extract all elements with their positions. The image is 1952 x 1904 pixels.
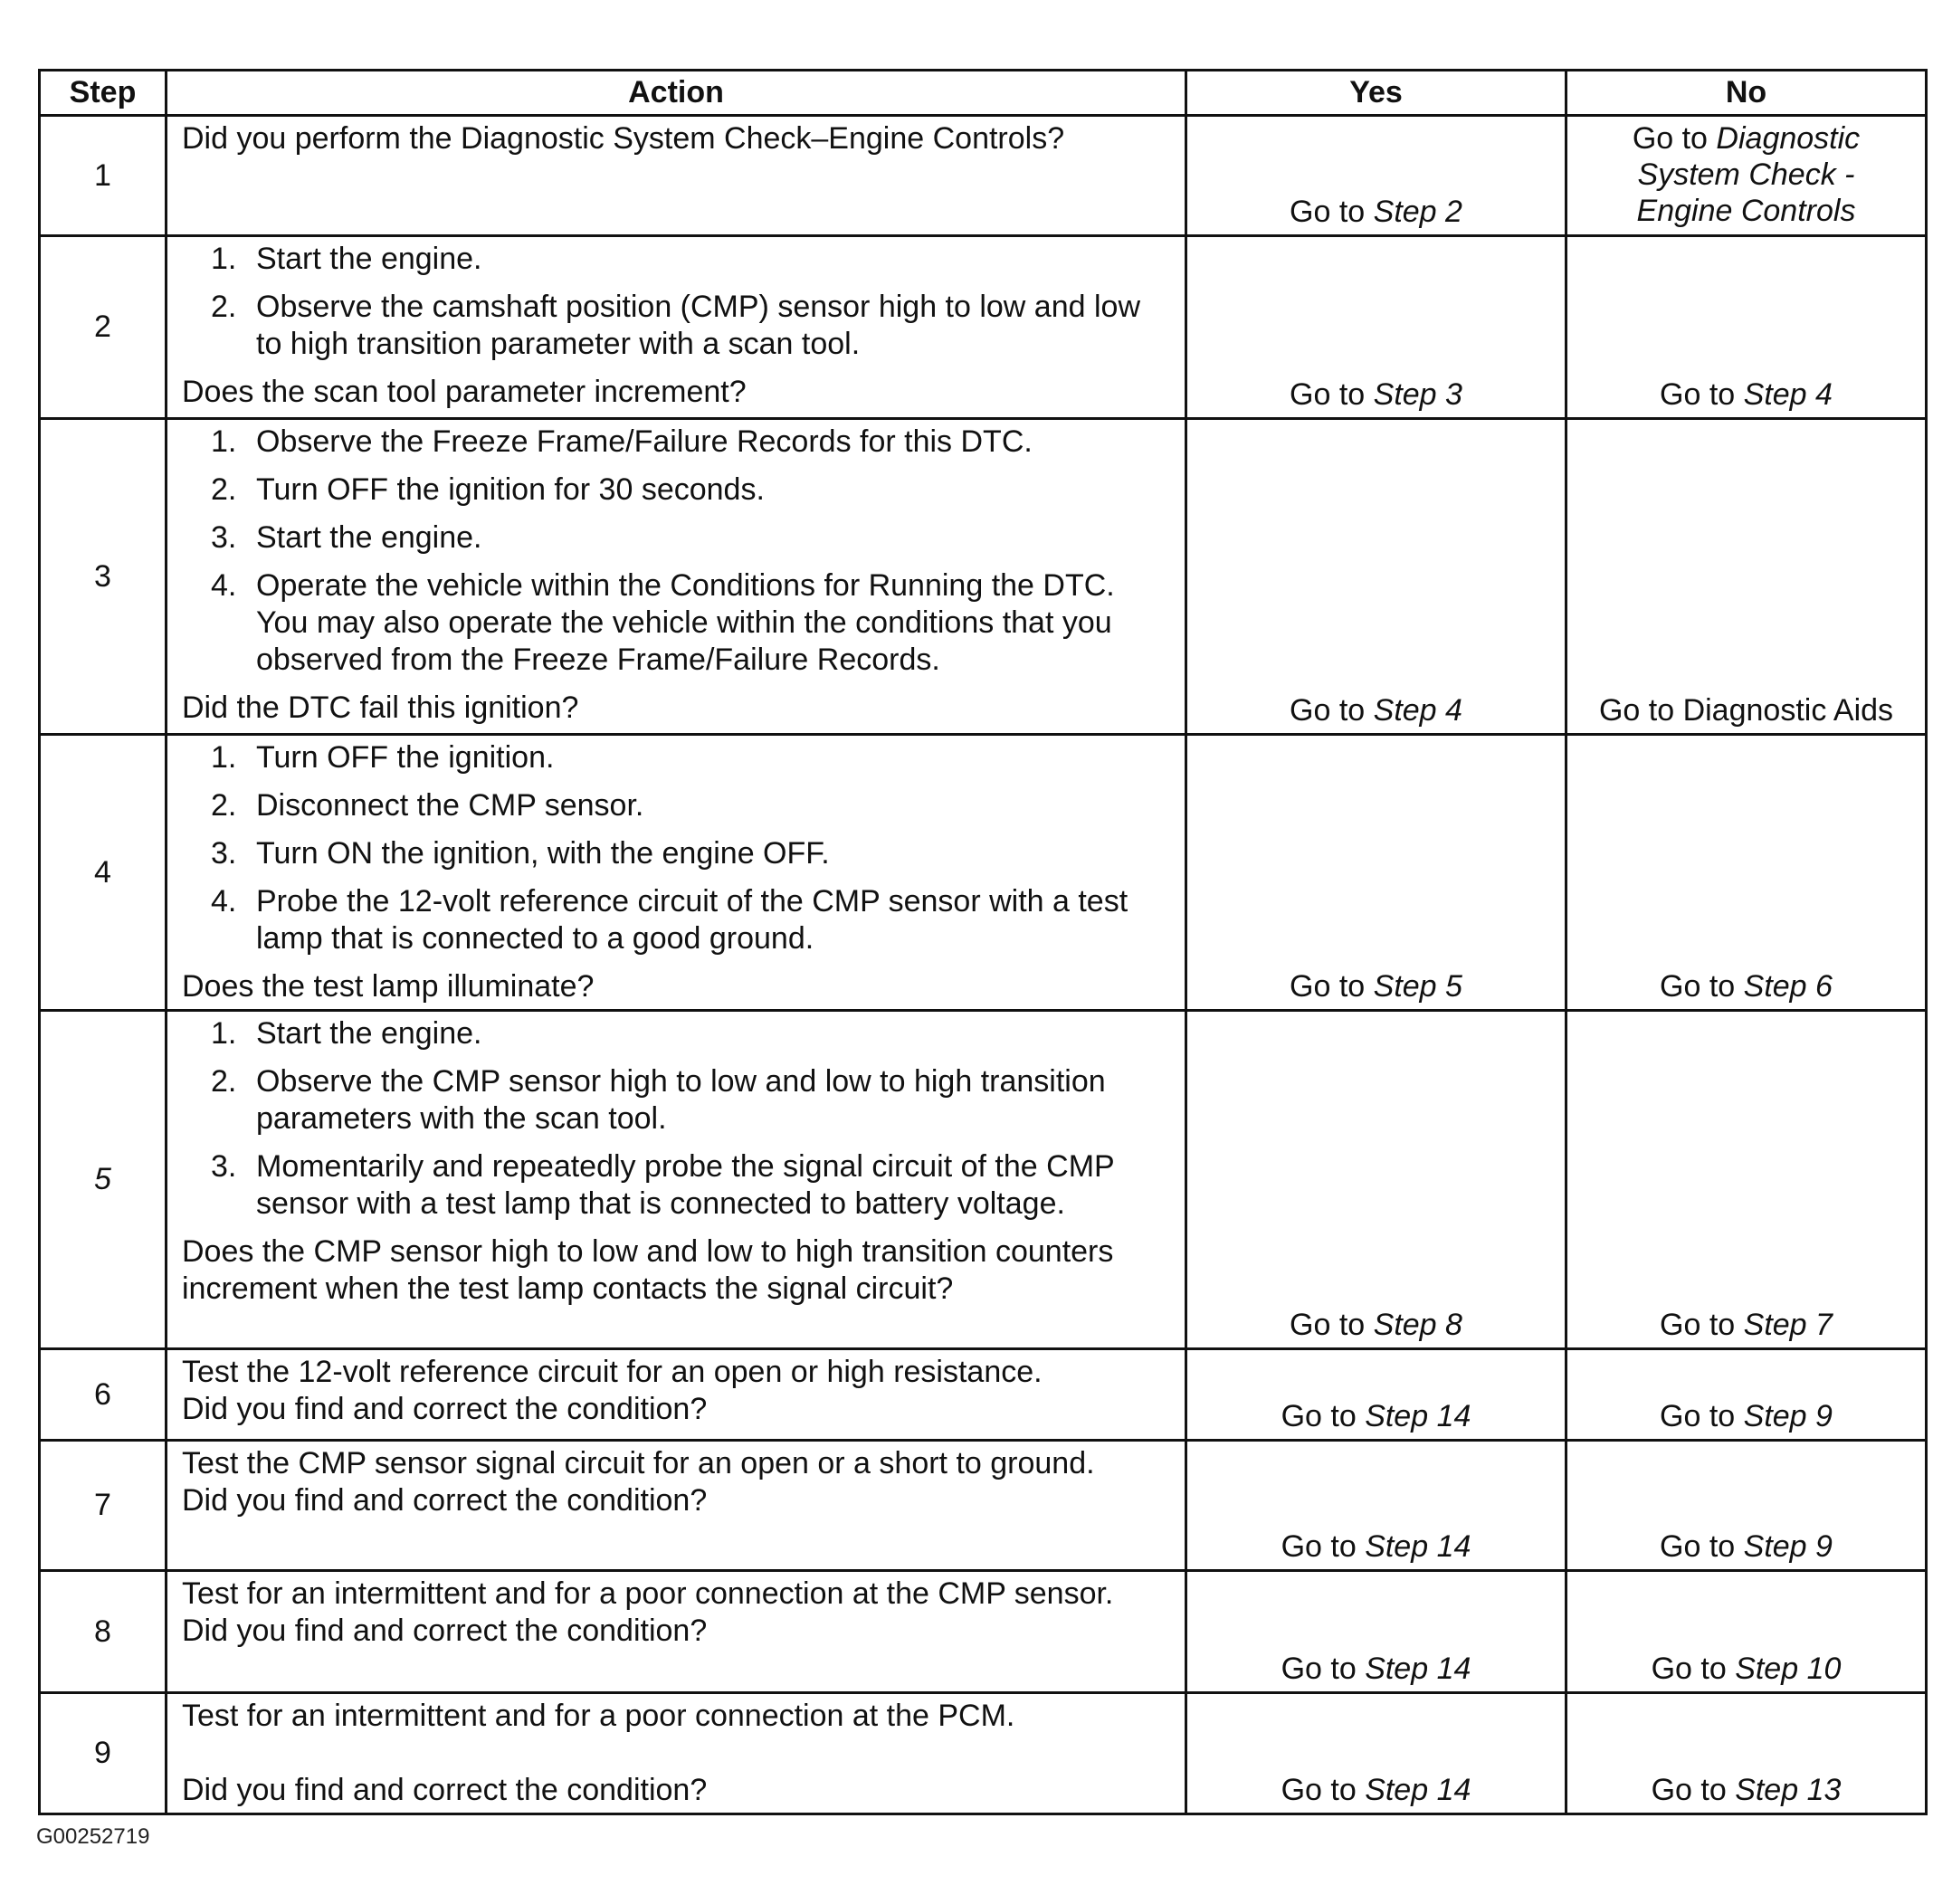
- yes-step-link: Step 5: [1373, 969, 1462, 1004]
- yes-prefix: Go to: [1290, 195, 1374, 229]
- action-step-number: 2.: [211, 472, 237, 507]
- action-cell: [167, 419, 1186, 735]
- action-question: Did the DTC fail this ignition?: [182, 690, 579, 725]
- yes-step-link: Step 4: [1373, 693, 1462, 728]
- no-cell: [1566, 1571, 1927, 1693]
- no-cell: [1566, 1011, 1927, 1349]
- action-cell: [167, 116, 1186, 236]
- action-cell: [167, 1011, 1186, 1349]
- action-statement: Test the 12-volt reference circuit for an open or high resistance.: [182, 1355, 1043, 1389]
- no-cell: [1566, 1693, 1927, 1814]
- step-number: 8: [40, 1571, 167, 1693]
- step-number: 4: [40, 735, 167, 1011]
- yes-cell: [1186, 1571, 1566, 1693]
- no-cell: [1566, 116, 1927, 236]
- no-cell: [1566, 735, 1927, 1011]
- table-row: [40, 1571, 1927, 1693]
- yes-cell: [1186, 1011, 1566, 1349]
- action-step-item: [182, 519, 1172, 557]
- yes-cell: [1186, 236, 1566, 419]
- no-prefix: Go to: [1651, 1773, 1736, 1807]
- action-step-item: [182, 424, 1172, 461]
- action-steps-list: [182, 1015, 1172, 1223]
- table-body: [40, 116, 1927, 1814]
- action-cell: [167, 1571, 1186, 1693]
- no-link-text: System Check -: [1637, 157, 1855, 192]
- table-row: [40, 1349, 1927, 1441]
- no-step-link: Step 7: [1743, 1308, 1833, 1342]
- action-step-text: Start the engine.: [256, 1016, 482, 1051]
- no-link-text: Engine Controls: [1636, 194, 1856, 228]
- action-step-text: Turn OFF the ignition for 30 seconds.: [256, 472, 765, 507]
- table-row: [40, 419, 1927, 735]
- action-step-number: 3.: [211, 836, 237, 871]
- action-cell: [167, 1693, 1186, 1814]
- action-step-text: Start the engine.: [256, 520, 482, 555]
- action-question: Did you find and correct the condition?: [182, 1483, 708, 1518]
- action-step-item: [182, 567, 1172, 679]
- action-step-number: 4.: [211, 568, 237, 603]
- action-question: Does the test lamp illuminate?: [182, 969, 595, 1004]
- no-step-link: Step 10: [1735, 1652, 1842, 1686]
- action-question: Does the CMP sensor high to low and low to high transition counters increment when the test lamp contacts the signal circuit?: [182, 1234, 1114, 1306]
- action-step-item: [182, 1015, 1172, 1052]
- figure-code: G00252719: [36, 1824, 150, 1849]
- no-prefix: Go to: [1660, 1529, 1744, 1564]
- yes-cell: [1186, 116, 1566, 236]
- action-step-number: 4.: [211, 884, 237, 919]
- step-number: 2: [40, 236, 167, 419]
- yes-step-link: Step 14: [1365, 1399, 1471, 1433]
- action-step-item: [182, 739, 1172, 776]
- no-cell: [1566, 1441, 1927, 1571]
- table-row: [40, 236, 1927, 419]
- no-step-link: Step 9: [1743, 1399, 1833, 1433]
- action-step-number: 1.: [211, 740, 237, 775]
- step-number: 5: [40, 1011, 167, 1349]
- action-cell: [167, 1349, 1186, 1441]
- action-step-text: Start the engine.: [256, 242, 482, 276]
- no-prefix: Go to: [1660, 969, 1744, 1004]
- yes-step-link: Step 2: [1373, 195, 1462, 229]
- no-prefix: Go to Diagnostic Aids: [1598, 693, 1894, 728]
- no-prefix: Go to: [1660, 1399, 1744, 1433]
- action-steps-list: [182, 739, 1172, 957]
- action-steps-list: [182, 424, 1172, 679]
- no-link-text: Diagnostic: [1716, 121, 1861, 156]
- yes-cell: [1186, 1349, 1566, 1441]
- table-header-row: [40, 71, 1927, 116]
- yes-prefix: Go to: [1281, 1652, 1366, 1686]
- action-step-number: 1.: [211, 424, 237, 459]
- action-step-text: Observe the CMP sensor high to low and low to high transition parameters with the scan tool.: [256, 1064, 1106, 1136]
- no-step-link: Step 9: [1743, 1529, 1833, 1564]
- action-step-item: [182, 787, 1172, 824]
- yes-prefix: Go to: [1290, 1308, 1374, 1342]
- yes-cell: [1186, 1693, 1566, 1814]
- action-step-item: [182, 471, 1172, 509]
- yes-step-link: Step 14: [1365, 1652, 1471, 1686]
- action-question: Did you find and correct the condition?: [182, 1773, 708, 1807]
- action-statement: Test the CMP sensor signal circuit for an open or a short to ground.: [182, 1446, 1095, 1480]
- action-step-number: 1.: [211, 242, 237, 276]
- no-cell: [1566, 419, 1927, 735]
- yes-cell: [1186, 419, 1566, 735]
- action-step-text: Observe the camshaft position (CMP) sensor high to low and low to high transition parameter with a scan tool.: [256, 290, 1141, 361]
- step-number: 1: [40, 116, 167, 236]
- action-steps-list: [182, 241, 1172, 363]
- action-step-number: 2.: [211, 290, 237, 324]
- yes-cell: [1186, 735, 1566, 1011]
- step-number: 6: [40, 1349, 167, 1441]
- step-number: 9: [40, 1693, 167, 1814]
- table-row: [40, 735, 1927, 1011]
- yes-step-link: Step 3: [1373, 377, 1462, 412]
- action-step-text: Observe the Freeze Frame/Failure Records for this DTC.: [256, 424, 1033, 459]
- yes-prefix: Go to: [1281, 1399, 1366, 1433]
- action-step-item: [182, 835, 1172, 872]
- action-question: Did you find and correct the condition?: [182, 1392, 708, 1426]
- no-prefix: Go to: [1651, 1652, 1736, 1686]
- table-row: [40, 1011, 1927, 1349]
- header-step: Step: [40, 71, 167, 116]
- action-step-number: 3.: [211, 1149, 237, 1184]
- yes-prefix: Go to: [1290, 377, 1374, 412]
- diagnostic-table: [38, 69, 1928, 1815]
- action-statement: Test for an intermittent and for a poor connection at the PCM.: [182, 1699, 1015, 1733]
- spacer: [182, 1735, 1172, 1772]
- yes-step-link: Step 14: [1365, 1773, 1471, 1807]
- action-step-text: Turn ON the ignition, with the engine OFF.: [256, 836, 830, 871]
- action-step-number: 3.: [211, 520, 237, 555]
- header-action: Action: [167, 71, 1186, 116]
- action-step-text: Turn OFF the ignition.: [256, 740, 555, 775]
- action-cell: [167, 735, 1186, 1011]
- action-question: Did you perform the Diagnostic System Check–Engine Controls?: [182, 121, 1065, 156]
- action-step-number: 2.: [211, 788, 237, 823]
- no-cell: [1566, 1349, 1927, 1441]
- action-step-text: Probe the 12-volt reference circuit of the CMP sensor with a test lamp that is connected to a good ground.: [256, 884, 1128, 956]
- no-step-link: Step 4: [1743, 377, 1833, 412]
- action-cell: [167, 236, 1186, 419]
- table-row: [40, 116, 1927, 236]
- action-step-number: 1.: [211, 1016, 237, 1051]
- action-step-text: Operate the vehicle within the Conditions for Running the DTC. You may also operate the vehicle within the conditions that you observed from the Freeze Frame/Failure Records.: [256, 568, 1115, 677]
- action-step-number: 2.: [211, 1064, 237, 1099]
- yes-cell: [1186, 1441, 1566, 1571]
- action-cell: [167, 1441, 1186, 1571]
- action-step-item: [182, 883, 1172, 957]
- yes-prefix: Go to: [1290, 693, 1374, 728]
- no-prefix: Go to: [1632, 121, 1717, 156]
- table-row: [40, 1441, 1927, 1571]
- action-question: Did you find and correct the condition?: [182, 1614, 708, 1648]
- yes-step-link: Step 8: [1373, 1308, 1462, 1342]
- step-number: 3: [40, 419, 167, 735]
- no-step-link: Step 6: [1743, 969, 1833, 1004]
- no-prefix: Go to: [1660, 377, 1744, 412]
- header-yes: Yes: [1186, 71, 1566, 116]
- action-step-text: Momentarily and repeatedly probe the signal circuit of the CMP sensor with a test lamp that is connected to battery voltage.: [256, 1149, 1115, 1221]
- step-number: 7: [40, 1441, 167, 1571]
- action-step-item: [182, 1148, 1172, 1223]
- yes-prefix: Go to: [1290, 969, 1374, 1004]
- yes-prefix: Go to: [1281, 1529, 1366, 1564]
- table-row: [40, 1693, 1927, 1814]
- action-question: Does the scan tool parameter increment?: [182, 375, 747, 409]
- header-no: No: [1566, 71, 1927, 116]
- no-step-link: Step 13: [1735, 1773, 1842, 1807]
- action-step-text: Disconnect the CMP sensor.: [256, 788, 644, 823]
- action-step-item: [182, 241, 1172, 278]
- no-cell: [1566, 236, 1927, 419]
- yes-step-link: Step 14: [1365, 1529, 1471, 1564]
- no-prefix: Go to: [1660, 1308, 1744, 1342]
- action-step-item: [182, 289, 1172, 363]
- yes-prefix: Go to: [1281, 1773, 1366, 1807]
- action-statement: Test for an intermittent and for a poor connection at the CMP sensor.: [182, 1576, 1114, 1611]
- action-step-item: [182, 1063, 1172, 1138]
